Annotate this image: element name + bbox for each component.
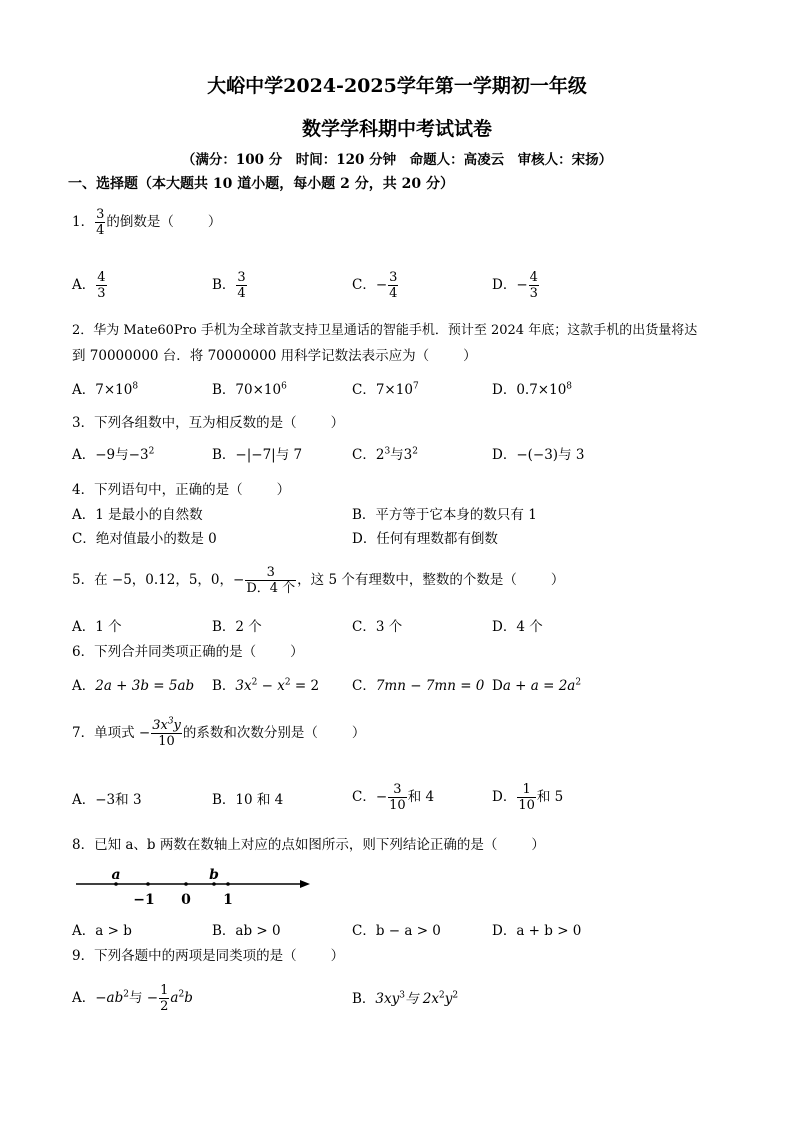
q1-number: 1． (72, 214, 95, 230)
q6-stem: 6．下列合并同类项正确的是（ (72, 644, 257, 660)
question-2-line2 (72, 347, 477, 365)
tick-label-zero: 0 (181, 892, 191, 908)
q5-fraction (245, 565, 296, 596)
q8-close: ） (531, 837, 545, 853)
exam-subtitle: 数学学科期中考试试卷 (301, 118, 492, 140)
q7-fraction (151, 718, 182, 749)
q4-option-c: C．绝对值最小的数是 0 (72, 531, 217, 547)
q2-stem: 到 70000000 台．将 70000000 用科学记数法表示应为（ (72, 348, 430, 364)
q3-option-c: C．$2^3$与$3^2$ (352, 446, 418, 463)
q9-close: ） (330, 948, 345, 964)
q1-d-numerator: 4 (529, 270, 538, 285)
exam-title: 大峪中学2024-2025学年第一学期初一年级 (207, 75, 587, 97)
q4-stem: 4．下列语句中，正确的是（ (72, 482, 243, 498)
q1-a-numerator: 4 (97, 270, 106, 285)
q6-option-b: B．$3x^2 - x^2 = 2$ (212, 677, 320, 694)
q1-b-numerator: 3 (237, 270, 246, 285)
q1-c-denominator: 4 (389, 286, 398, 301)
q5-option-a: A．1 个 (72, 619, 122, 635)
q7-option-c: C．− $\frac{3}{10}$ 和 4 (352, 782, 435, 813)
q7-c-denominator: 10 (389, 798, 406, 813)
tick-label-minus-one: −1 (133, 892, 155, 908)
q4-option-d: D．任何有理数都有倒数 (352, 531, 498, 547)
question-3 (72, 414, 344, 432)
q7-option-b: B．10 和 4 (212, 792, 284, 808)
q4-option-a: A．1 是最小的自然数 (72, 507, 203, 523)
number-line-arrow (300, 880, 310, 888)
q1-b-denominator: 4 (237, 286, 246, 301)
q9-option-a: A．$-ab^2$与 − $\frac{1}{2}$ $a^2b$ (72, 983, 193, 1014)
q5-option-b: B．2 个 (212, 619, 262, 635)
q1-d-denominator: 3 (529, 286, 538, 301)
q8-stem: 8．已知 a、b 两数在数轴上对应的点如图所示，则下列结论正确的是（ (72, 837, 498, 853)
q2-option-b: B．$70\times 10^6$ (212, 381, 287, 398)
q2-option-c: C．$7\times 10^7$ (352, 381, 419, 398)
q6-option-a: A．2a + 3b = 5ab (72, 678, 195, 694)
q3-option-b: B．−|−7|与 7 (212, 447, 303, 463)
q5-frac-numerator: 3 (245, 565, 296, 581)
q6-option-d: $Da + a = 2a^2$ (492, 677, 582, 694)
label-b: b (209, 867, 219, 883)
q6-option-c: C．7mn − 7mn = 0 (352, 678, 485, 694)
q6-close: ） (290, 644, 304, 660)
exam-info: （满分：100 分 时间：120 分钟 命题人：高凌云 审核人：宋扬） (181, 152, 613, 168)
q3-stem: 3．下列各组数中，互为相反数的是（ (72, 415, 297, 431)
q1-frac-numerator: 3 (96, 207, 105, 222)
question-8 (72, 836, 545, 854)
label-a: a (111, 867, 121, 883)
q2-option-d: D．$0.7\times 10^8$ (492, 381, 573, 398)
q5-option-c: C．3 个 (352, 619, 403, 635)
q5-close: ） (550, 572, 565, 588)
question-6 (72, 643, 304, 661)
q1-stem: 的倒数是（ (106, 214, 174, 230)
q1-option-c: C．− $\frac{3}{4}$ (352, 270, 398, 301)
question-5 (72, 565, 564, 596)
q7-option-a: A．−3和 3 (72, 792, 142, 808)
q4-option-b: B．平方等于它本身的数只有 1 (352, 507, 537, 523)
q7-d-denominator: 10 (518, 798, 535, 813)
q2-close: ） (463, 348, 477, 364)
q8-option-c: C．b − a > 0 (352, 923, 441, 939)
q2-option-a: A．$7\times 10^8$ (72, 381, 139, 398)
number-line-figure (74, 866, 314, 910)
q8-option-d: D．a + b > 0 (492, 923, 582, 939)
question-9 (72, 947, 344, 965)
q5-stem-a: 5．在 −5，0.12，5，0，− (72, 572, 245, 588)
q7-option-d: D． $\frac{1}{10}$ 和 5 (492, 782, 564, 813)
q3-option-d: D．−(−3)与 3 (492, 447, 585, 463)
q5-option-d: D．4 个 (492, 619, 543, 635)
q3-close: ） (330, 415, 345, 431)
q4-close: ） (276, 482, 291, 498)
question-7 (72, 718, 365, 749)
q9-stem: 9．下列各题中的两项是同类项的是（ (72, 948, 297, 964)
q1-c-numerator: 3 (389, 270, 398, 285)
q9-a-numerator: 1 (160, 983, 169, 998)
q1-a-denominator: 3 (97, 286, 106, 301)
question-2-line1: 2．华为 Mate60Pro 手机为全球首款支持卫星通话的智能手机．预计至 2024 年底；这款手机的出货量将达 (72, 323, 698, 338)
q7-stem-b: 的系数和次数分别是（ (182, 725, 318, 741)
tick-one (226, 882, 230, 886)
q7-stem-a: 7．单项式 − (72, 725, 151, 741)
q7-frac-denominator: 10 (158, 734, 175, 749)
q5-frac-denominator: D．4 个 (246, 581, 296, 596)
q9-option-b: B．$3xy^3$与 $2x^2y^2$ (352, 990, 459, 1007)
q3-option-a: A．−9与$-3^2$ (72, 446, 155, 463)
q7-d-numerator: 1 (517, 782, 536, 798)
q7-frac-numerator: $3x^3y$ (152, 716, 181, 733)
q9-a-denominator: 2 (160, 999, 169, 1014)
q7-c-numerator: 3 (388, 782, 407, 798)
q5-stem-b: ，这 5 个有理数中，整数的个数是（ (297, 572, 517, 588)
q1-close: ） (207, 214, 222, 230)
q8-option-b: B．ab > 0 (212, 923, 281, 939)
tick-zero (184, 882, 188, 886)
section-heading: 一、选择题（本大题共 10 道小题，每小题 2 分，共 20 分） (68, 176, 454, 192)
q8-option-a: A．a > b (72, 923, 132, 939)
tick-minus-one (146, 882, 150, 886)
question-1 (72, 207, 221, 238)
q1-option-d: D．− $\frac{4}{3}$ (492, 270, 538, 301)
q1-frac-denominator: 4 (96, 223, 105, 238)
question-4 (72, 481, 290, 499)
q1-option-b: B． $\frac{3}{4}$ (212, 270, 246, 301)
q1-option-a: A． $\frac{4}{3}$ (72, 270, 106, 301)
q7-close: ） (351, 725, 366, 741)
q1-fraction (95, 207, 105, 238)
tick-label-one: 1 (223, 892, 233, 908)
